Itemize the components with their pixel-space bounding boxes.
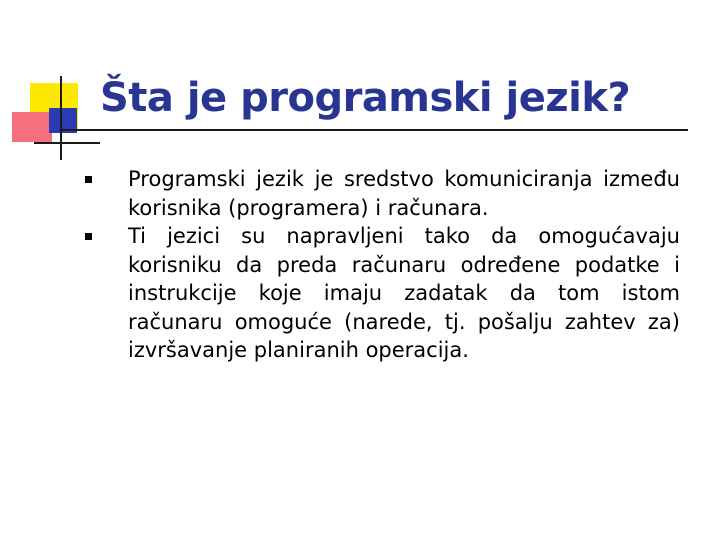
short-horizontal-line — [34, 142, 100, 144]
colored-squares-logo-icon — [0, 0, 100, 170]
bullet-item — [85, 165, 680, 222]
vertical-divider-line — [60, 76, 62, 160]
bullet-item — [85, 222, 680, 365]
square-bullet-icon — [85, 233, 92, 240]
square-bullet-icon — [85, 176, 92, 183]
bullet-text: Programski jezik je sredstvo komuniciranja između korisnika (programera) i računara. — [128, 167, 680, 220]
red-square — [12, 112, 52, 142]
bullet-list — [85, 165, 680, 365]
slide-title: Šta je programski jezik? — [100, 75, 631, 121]
title-underline — [60, 129, 688, 131]
bullet-text: Ti jezici su napravljeni tako da omogućavaju korisniku da preda računaru određene podatke i instrukcije koje imaju zadatak da tom istom računaru omoguće (narede, tj. pošalju zahtev za) izvršavanje planiranih operacija. — [128, 224, 680, 362]
